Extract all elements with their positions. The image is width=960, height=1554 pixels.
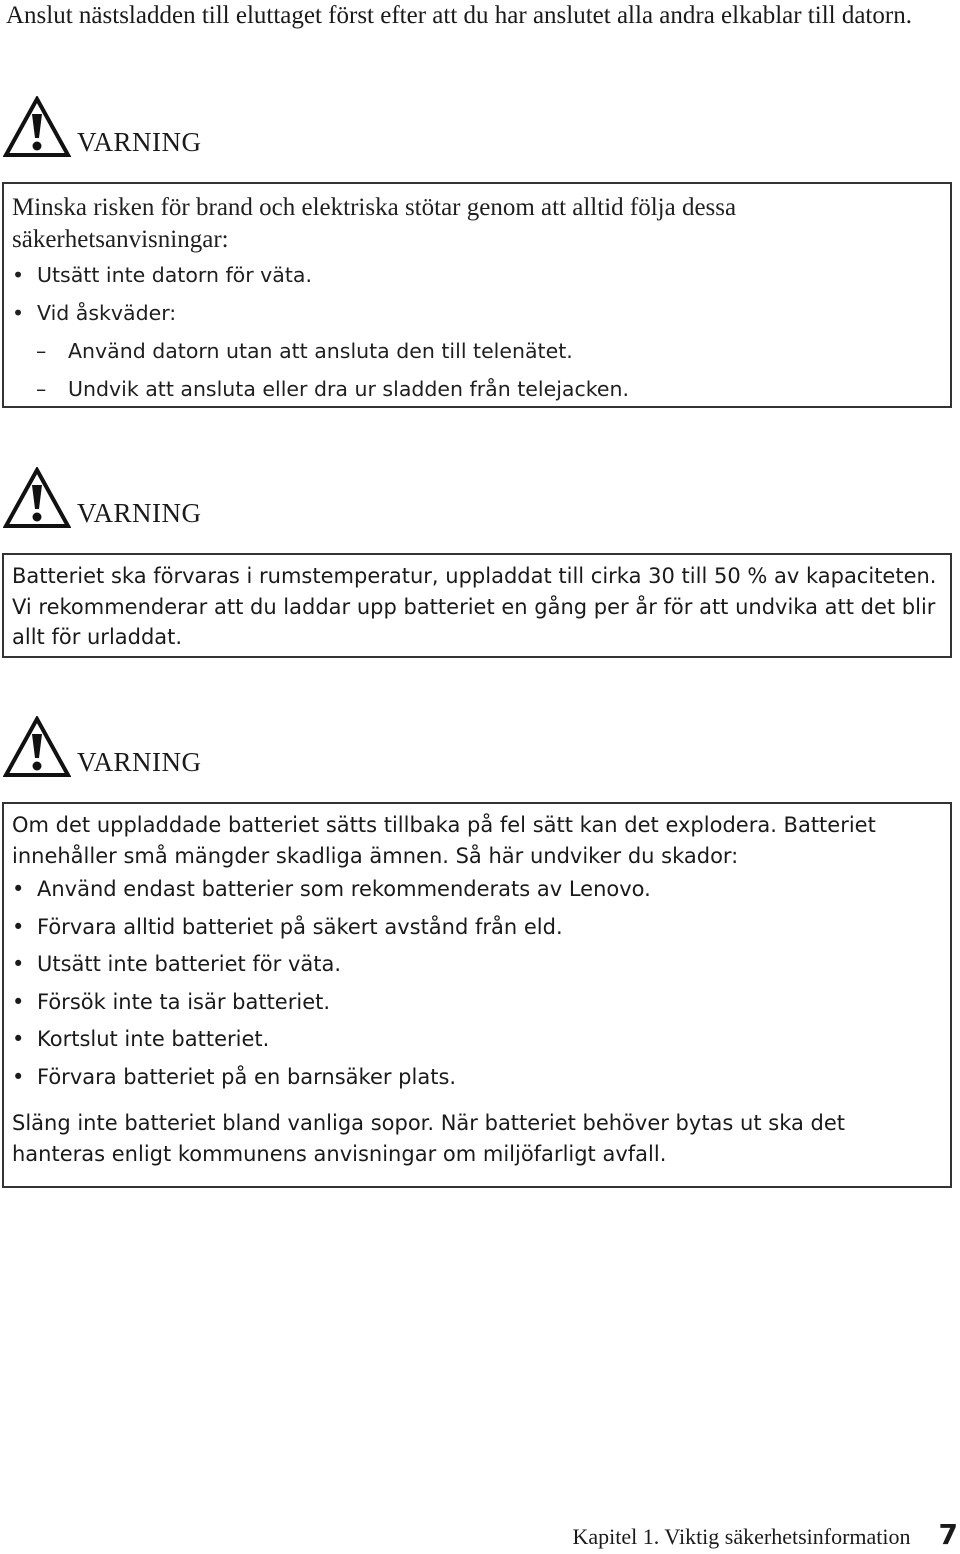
list-item: • Utsätt inte batteriet för väta. xyxy=(12,946,942,984)
warning-closing-text: Släng inte batteriet bland vanliga sopor. När batteriet behöver bytas ut ska det hanteras enligt kommunens anvisningar om miljöfarligt avfall. xyxy=(12,1111,846,1166)
warning-heading-2 xyxy=(3,467,202,529)
bullet-icon: • xyxy=(12,301,25,325)
warning-lead: Om det uppladdade batteriet sätts tillbaka på fel sätt kan det explodera. Batteriet innehåller små mängder skadliga ämnen. Så här undviker du skador: xyxy=(12,813,876,868)
bullet-icon: • xyxy=(12,952,25,976)
list-item: • Vid åskväder: xyxy=(12,294,942,332)
warning-heading-1 xyxy=(3,96,202,158)
warning-heading-3 xyxy=(3,716,202,778)
dash-icon: – xyxy=(36,339,47,363)
list-item: • Använd endast batterier som rekommenderats av Lenovo. xyxy=(12,871,942,909)
warning-box-3 xyxy=(2,802,952,1188)
bullet-icon: • xyxy=(12,1064,25,1089)
warning-triangle-icon xyxy=(3,467,71,529)
list-item: • Förvara batteriet på en barnsäker plats. xyxy=(12,1059,942,1097)
intro-paragraph: Anslut nästsladden till eluttaget först efter att du har anslutet alla andra elkablar till datorn. xyxy=(6,2,912,29)
dash-icon: – xyxy=(36,377,47,401)
bullet-icon: • xyxy=(12,263,25,287)
sub-list-item: – Undvik att ansluta eller dra ur sladden från telejacken. xyxy=(12,370,942,408)
warning-text: Batteriet ska förvaras i rumstemperatur, uppladdat till cirka 30 till 50 % av kapaciteten. Vi rekommenderar att du laddar upp batteriet en gång per år för att undvika att det blir allt för urladdat. xyxy=(12,564,937,649)
warning-box-2 xyxy=(2,553,952,658)
bullet-icon: • xyxy=(12,1027,25,1051)
warning-label: VARNING xyxy=(77,747,202,777)
warning-triangle-icon xyxy=(3,96,71,158)
bullet-icon: • xyxy=(12,877,25,901)
page-number: 7 xyxy=(938,1518,958,1551)
sub-list-item: – Använd datorn utan att ansluta den till telenätet. xyxy=(12,332,942,370)
warning-lead: Minska risken för brand och elektriska stötar genom att alltid följa dessa säkerhetsanvisningar: xyxy=(12,194,737,253)
bullet-icon: • xyxy=(12,989,25,1014)
warning-triangle-icon xyxy=(3,716,71,778)
chapter-title: Kapitel 1. Viktig säkerhetsinformation xyxy=(572,1524,911,1549)
list-item: • Förvara alltid batteriet på säkert avstånd från eld. xyxy=(12,909,942,947)
list-item: • Kortslut inte batteriet. xyxy=(12,1021,942,1059)
warning-label: VARNING xyxy=(77,498,202,528)
warning-box-1 xyxy=(2,182,952,408)
list-item: • Försök inte ta isär batteriet. xyxy=(12,984,942,1022)
warning-label: VARNING xyxy=(77,127,202,157)
page-footer xyxy=(573,1518,958,1551)
bullet-icon: • xyxy=(12,914,25,939)
list-item: • Utsätt inte datorn för väta. xyxy=(12,256,942,294)
